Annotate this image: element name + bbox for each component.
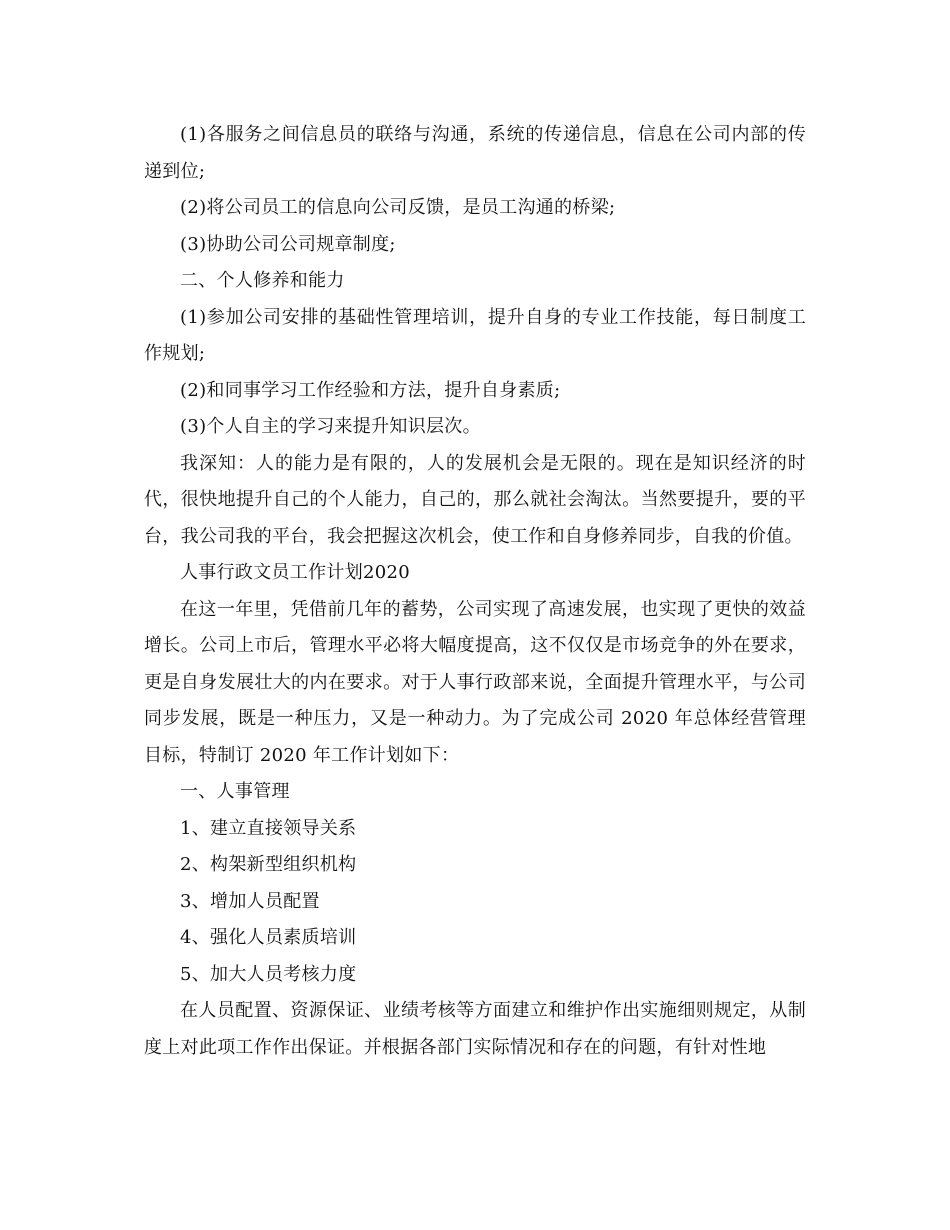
paragraph-rules-assist: (3)协助公司公司规章制度;: [180, 233, 396, 255]
paragraph-implementation: 在人员配置、资源保证、业绩考核等方面建立和维护作出实施细则规定，从制度上对此项工作作出保证。并根据各部门实际情况和存在的问题，有针对性地: [144, 1000, 806, 1058]
paragraph-intro: 在这一年里，凭借前几年的蓄势，公司实现了高速发展，也实现了更快的效益增长。公司上市后，管理水平必将大幅度提高，这不仅仅是市场竞争的外在要求，更是自身发展壮大的内在要求。对于人事行政部来说，全面提升管理水平，与公司同步发展，既是一种压力，又是一种动力。为了完成公司 2020 年总体经营管理目标，特制订 2020 年工作计划如下：: [144, 598, 806, 766]
document-page: [144, 117, 806, 1066]
paragraph-info-liaison: (1)各服务之间信息员的联络与沟通，系统的传递信息，信息在公司内部的传递到位;: [144, 124, 806, 182]
section-heading-personal-ability: 二、个人修养和能力: [180, 270, 345, 291]
paragraph-learn-colleagues: (2)和同事学习工作经验和方法，提升自身素质;: [180, 379, 561, 401]
list-item-3: 3、增加人员配置: [180, 890, 320, 912]
paragraph-training: (1)参加公司安排的基础性管理培训，提升自身的专业工作技能，每日制度工作规划;: [144, 306, 806, 364]
list-item-5: 5、加大人员考核力度: [180, 963, 357, 985]
list-item-1: 1、建立直接领导关系: [180, 817, 357, 839]
document-title: 人事行政文员工作计划2020: [180, 562, 411, 583]
paragraph-reflection: 我深知：人的能力是有限的，人的发展机会是无限的。现在是知识经济的时代，很快地提升自己的个人能力，自己的，那么就社会淘汰。当然要提升，要的平台，我公司我的平台，我会把握这次机会，使工作和自身修养同步，自我的价值。: [144, 452, 806, 547]
section-heading-hr-management: 一、人事管理: [180, 781, 290, 802]
list-item-2: 2、构架新型组织机构: [180, 854, 357, 875]
list-item-4: 4、强化人员素质培训: [180, 927, 357, 948]
paragraph-self-study: (3)个人自主的学习来提升知识层次。: [180, 416, 481, 437]
paragraph-feedback-bridge: (2)将公司员工的信息向公司反馈，是员工沟通的桥梁;: [180, 197, 616, 218]
